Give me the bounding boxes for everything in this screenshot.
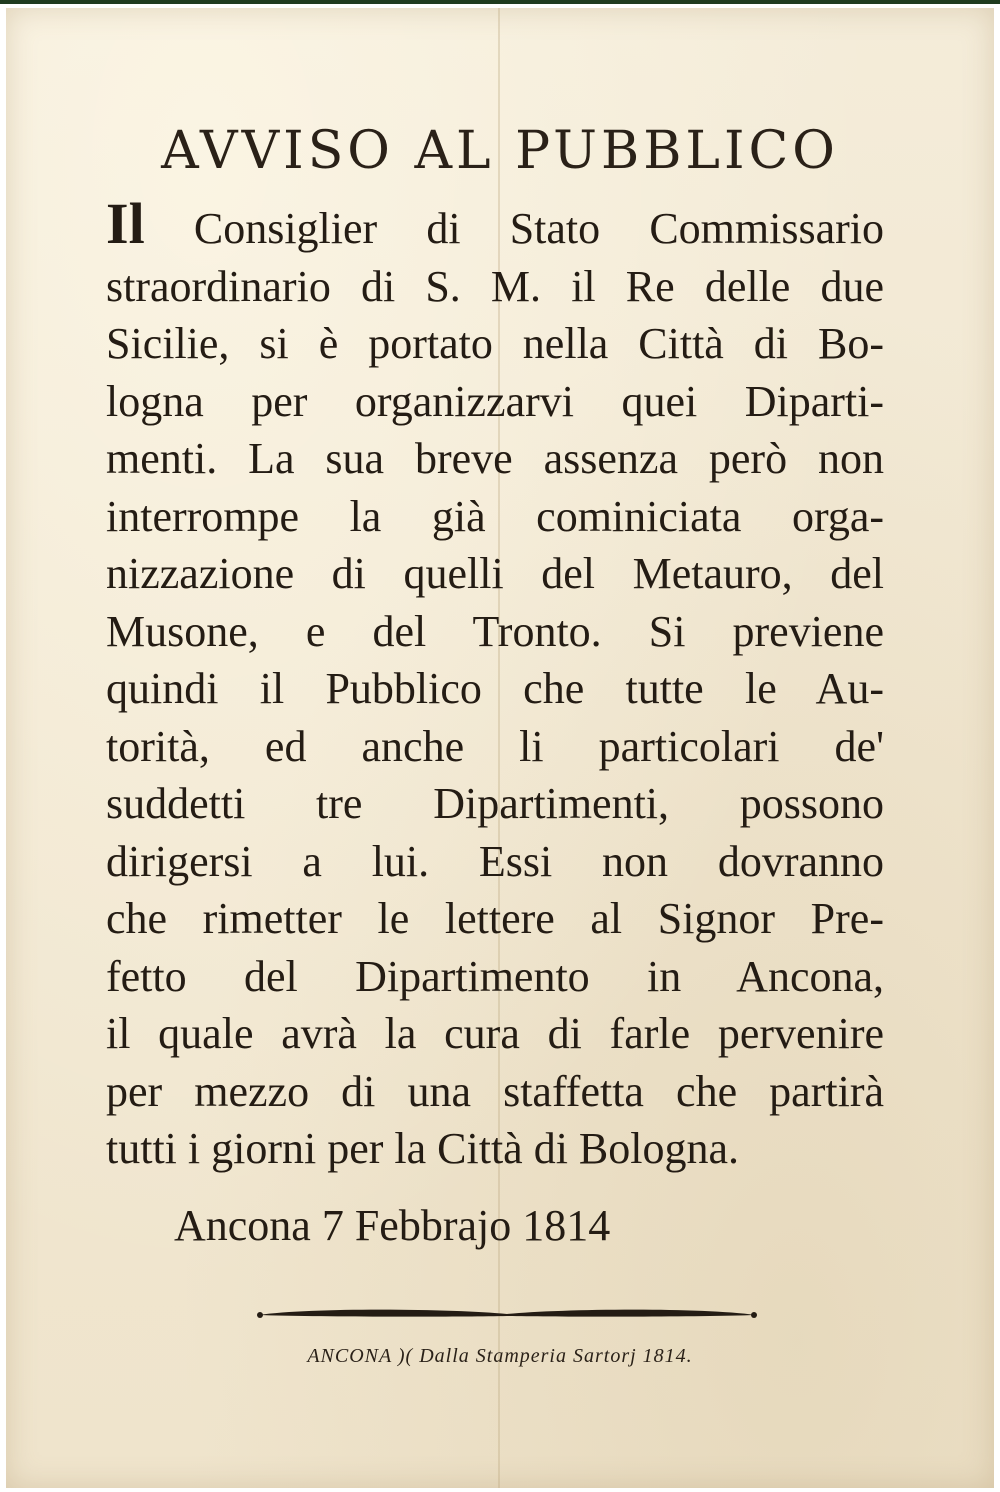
body-line-15: il quale avrà la cura di farle pervenire bbox=[106, 1009, 884, 1058]
body-line-10: torità, ed anche li particolari de' bbox=[106, 721, 884, 771]
poster-title: AVVISO AL PUBBLICO bbox=[161, 120, 839, 181]
body-line-17: tutti i giorni per la Città di Bologna. bbox=[106, 1124, 740, 1173]
body-line-7: nizzazione di quelli del Metauro, del bbox=[106, 549, 884, 598]
dateline: Ancona 7 Febbrajo 1814 bbox=[174, 1201, 611, 1250]
body-line-6: interrompe la già cominiciata orga- bbox=[106, 491, 884, 541]
notice-body bbox=[106, 191, 884, 1178]
drop-cap: Il bbox=[106, 191, 145, 256]
ornamental-rule bbox=[256, 1305, 758, 1325]
body-line-3: Sicilie, si è portato nella Città di Bo- bbox=[106, 319, 884, 368]
body-line-13: che rimetter le lettere al Signor Pre- bbox=[106, 894, 884, 943]
body-line-12: dirigersi a lui. Essi non dovranno bbox=[106, 836, 884, 886]
scan-edge bbox=[0, 0, 1000, 4]
body-line-14: fetto del Dipartimento in Ancona, bbox=[106, 951, 884, 1001]
poster-sheet bbox=[6, 8, 994, 1488]
body-line-2: straordinario di S. M. il Re delle due bbox=[106, 261, 884, 311]
body-line-9: quindi il Pubblico che tutte le Au- bbox=[106, 664, 884, 713]
body-line-16: per mezzo di una staffetta che partirà bbox=[106, 1066, 884, 1116]
body-line-1: Il Consiglier di Stato Commissario bbox=[106, 191, 884, 256]
body-line-5: menti. La sua breve assenza però non bbox=[106, 434, 884, 483]
body-line-4: logna per organizzarvi quei Diparti- bbox=[106, 376, 884, 426]
printer-imprint: ANCONA )( Dalla Stamperia Sartorj 1814. bbox=[307, 1345, 693, 1367]
body-line-11: suddetti tre Dipartimenti, possono bbox=[106, 779, 884, 828]
body-line-8: Musone, e del Tronto. Si previene bbox=[106, 606, 884, 656]
